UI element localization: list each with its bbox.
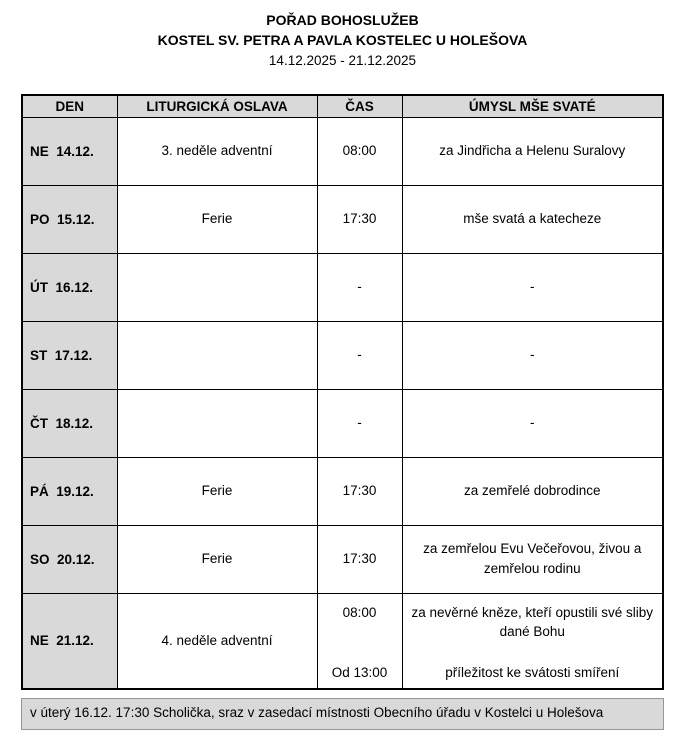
footer-note: v úterý 16.12. 17:30 Scholička, sraz v zasedací místnosti Obecního úřadu v Kostelci u Holešova	[21, 698, 664, 730]
table-row	[22, 389, 663, 457]
column-header-celebration: LITURGICKÁ OSLAVA	[117, 95, 317, 118]
celebration-cell	[117, 321, 317, 389]
intention-cell: za Jindřicha a Helenu Suralovy	[402, 117, 663, 185]
page-subtitle: KOSTEL SV. PETRA A PAVLA KOSTELEC U HOLEŠOVA	[157, 32, 528, 49]
day-cell: PÁ 19.12.	[22, 457, 117, 525]
time-cell: 17:30	[317, 525, 402, 593]
intention-entries	[407, 596, 659, 686]
celebration-cell: 4. neděle adventní	[117, 593, 317, 689]
table-row	[22, 321, 663, 389]
time-cell: -	[317, 253, 402, 321]
celebration-cell: Ferie	[117, 525, 317, 593]
intention-cell	[402, 593, 663, 689]
day-cell: ÚT 16.12.	[22, 253, 117, 321]
intention-entry-morning: za nevěrné kněze, kteří opustili své sliby dané Bohu	[411, 604, 654, 640]
date-range: 14.12.2025 - 21.12.2025	[268, 52, 417, 68]
table-row	[22, 593, 663, 689]
day-cell: SO 20.12.	[22, 525, 117, 593]
celebration-cell	[117, 253, 317, 321]
table-row	[22, 457, 663, 525]
page-title: POŘAD BOHOSLUŽEB	[266, 12, 419, 28]
table-header-row	[22, 95, 663, 118]
time-cell: 17:30	[317, 457, 402, 525]
day-cell: NE 21.12.	[22, 593, 117, 689]
celebration-cell: Ferie	[117, 457, 317, 525]
time-cell: -	[317, 389, 402, 457]
intention-cell: za zemřelé dobrodince	[402, 457, 663, 525]
time-entry-afternoon: Od 13:00	[331, 665, 388, 681]
time-cell: -	[317, 321, 402, 389]
day-cell: PO 15.12.	[22, 185, 117, 253]
table-row	[22, 253, 663, 321]
time-cell	[317, 593, 402, 689]
day-cell: ČT 18.12.	[22, 389, 117, 457]
day-cell: NE 14.12.	[22, 117, 117, 185]
table-row	[22, 117, 663, 185]
intention-cell: -	[402, 253, 663, 321]
intention-cell: -	[402, 389, 663, 457]
celebration-cell: Ferie	[117, 185, 317, 253]
intention-cell: za zemřelou Evu Večeřovou, živou a zemřelou rodinu	[402, 525, 663, 593]
table-row	[22, 185, 663, 253]
time-entry-morning: 08:00	[342, 604, 377, 620]
column-header-time: ČAS	[317, 95, 402, 118]
intention-entry-afternoon: příležitost ke svátosti smíření	[445, 665, 620, 681]
column-header-day: DEN	[22, 95, 117, 118]
intention-cell: mše svatá a katecheze	[402, 185, 663, 253]
column-header-intention: ÚMYSL MŠE SVATÉ	[402, 95, 663, 118]
table-row	[22, 525, 663, 593]
time-entries	[322, 596, 398, 686]
time-cell: 17:30	[317, 185, 402, 253]
celebration-cell: 3. neděle adventní	[117, 117, 317, 185]
celebration-cell	[117, 389, 317, 457]
intention-cell: -	[402, 321, 663, 389]
time-cell: 08:00	[317, 117, 402, 185]
schedule-table	[21, 94, 664, 691]
document-header	[0, 10, 685, 72]
day-cell: ST 17.12.	[22, 321, 117, 389]
